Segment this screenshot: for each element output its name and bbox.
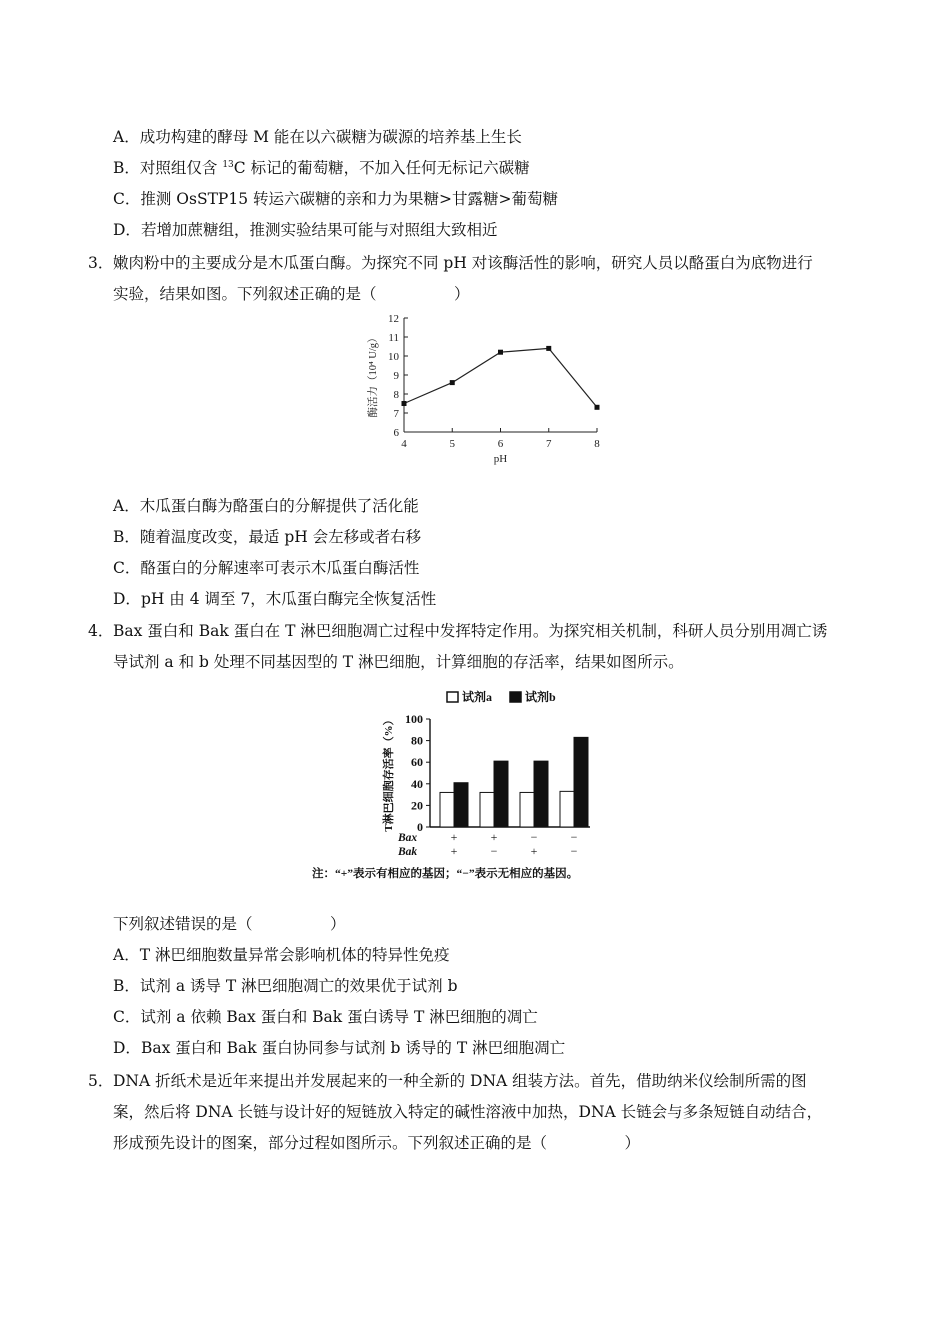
q4-stem-line1: Bax 蛋白和 Bak 蛋白在 T 淋巴细胞凋亡过程中发挥特定作用。为探究相关机制，科研人员分别用凋亡诱 bbox=[113, 622, 828, 640]
y-tick-label: 40 bbox=[411, 776, 423, 791]
y-tick-label: 11 bbox=[388, 332, 399, 344]
q4-option-b: B．试剂 a 诱导 T 淋巴细胞凋亡的效果优于试剂 b bbox=[113, 977, 458, 995]
q4-option-c: C．试剂 a 依赖 Bax 蛋白和 Bak 蛋白诱导 T 淋巴细胞的凋亡 bbox=[113, 1008, 538, 1026]
legend-swatch bbox=[447, 692, 458, 702]
row-mark: − bbox=[490, 844, 498, 858]
x-tick-label: 6 bbox=[497, 438, 504, 450]
data-point bbox=[450, 380, 455, 385]
activity-line bbox=[404, 348, 597, 407]
y-tick-label: 80 bbox=[411, 733, 423, 748]
x-tick-label: 4 bbox=[401, 438, 407, 450]
data-point bbox=[402, 401, 407, 406]
q5-stem-line2: 案，然后将 DNA 长链与设计好的短链放入特定的碱性溶液中加热，DNA 长链会与多条短链自动结合， bbox=[113, 1103, 823, 1121]
y-tick-label: 100 bbox=[405, 712, 423, 726]
q4-option-a: A．T 淋巴细胞数量异常会影响机体的特异性免疫 bbox=[113, 946, 450, 964]
data-point bbox=[498, 350, 503, 355]
row-mark: + bbox=[450, 830, 458, 844]
y-tick-label: 12 bbox=[388, 313, 399, 325]
bar bbox=[574, 737, 588, 827]
q5-stem-line1: DNA 折纸术是近年来提出并发展起来的一种全新的 DNA 组装方法。首先，借助纳米仪绘制所需的图 bbox=[113, 1072, 807, 1090]
q2-option-c: C．推测 OsSTP15 转运六碳糖的亲和力为果糖>甘露糖>葡萄糖 bbox=[113, 190, 558, 208]
q5-stem-line3: 形成预先设计的图案，部分过程如图所示。下列叙述正确的是（ ） bbox=[113, 1134, 641, 1152]
row-label: Bak bbox=[398, 846, 418, 858]
survival-bar-chart bbox=[305, 684, 685, 884]
row-mark: − bbox=[570, 830, 578, 844]
legend-label: 试剂a bbox=[462, 690, 493, 704]
ph-activity-chart bbox=[360, 308, 620, 468]
q3-option-b: B．随着温度改变，最适 pH 会左移或者右移 bbox=[113, 528, 422, 546]
y-tick-label: 20 bbox=[411, 798, 423, 813]
q5-number: 5． bbox=[88, 1072, 114, 1090]
q2-option-a: A．成功构建的酵母 M 能在以六碳糖为碳源的培养基上生长 bbox=[113, 128, 522, 146]
bar bbox=[534, 761, 548, 827]
bar bbox=[520, 792, 534, 827]
x-tick-label: 5 bbox=[449, 438, 455, 450]
row-mark: + bbox=[490, 830, 498, 844]
row-mark: − bbox=[530, 830, 538, 844]
q4-option-d: D．Bax 蛋白和 Bak 蛋白协同参与试剂 b 诱导的 T 淋巴细胞凋亡 bbox=[113, 1039, 566, 1057]
y-tick-label: 9 bbox=[393, 370, 399, 382]
row-mark: + bbox=[450, 844, 458, 858]
bar bbox=[560, 791, 574, 827]
q2-option-b: B．对照组仅含 $^{13}$C 标记的葡萄糖，不加入任何无标记六碳糖 bbox=[113, 159, 530, 177]
legend-label: 试剂b bbox=[525, 690, 556, 704]
q3-option-a: A．木瓜蛋白酶为酪蛋白的分解提供了活化能 bbox=[113, 497, 419, 515]
q3-option-d: D．pH 由 4 调至 7，木瓜蛋白酶完全恢复活性 bbox=[113, 590, 437, 608]
q4-stem: 下列叙述错误的是（ ） bbox=[113, 915, 346, 933]
q3-option-c: C．酪蛋白的分解速率可表示木瓜蛋白酶活性 bbox=[113, 559, 420, 577]
x-tick-label: 7 bbox=[546, 438, 552, 450]
y-axis-label: T淋巴细胞存活率（%） bbox=[383, 714, 395, 832]
y-tick-label: 60 bbox=[411, 755, 423, 770]
x-axis-label: pH bbox=[493, 453, 508, 465]
q3-number: 3． bbox=[88, 254, 114, 272]
q4-number: 4． bbox=[88, 622, 114, 640]
bar bbox=[480, 792, 494, 827]
y-tick-label: 7 bbox=[393, 408, 399, 420]
q3-stem-line2: 实验，结果如图。下列叙述正确的是（ ） bbox=[113, 285, 470, 303]
data-point bbox=[546, 346, 551, 351]
y-axis-label: 酶活力（10⁴ U/g） bbox=[368, 332, 379, 418]
y-tick-label: 0 bbox=[417, 820, 423, 834]
q2-option-d: D．若增加蔗糖组，推测实验结果可能与对照组大致相近 bbox=[113, 221, 498, 239]
y-tick-label: 10 bbox=[388, 351, 399, 363]
data-point bbox=[595, 405, 600, 410]
row-mark: − bbox=[570, 844, 578, 858]
row-mark: + bbox=[530, 844, 538, 858]
bar bbox=[440, 792, 454, 827]
q3-stem-line1: 嫩肉粉中的主要成分是木瓜蛋白酶。为探究不同 pH 对该酶活性的影响，研究人员以酪蛋白为底物进行 bbox=[113, 254, 813, 272]
chart-note: 注：“+”表示有相应的基因；“−”表示无相应的基因。 bbox=[312, 868, 579, 880]
row-label: Bax bbox=[398, 832, 418, 844]
bar bbox=[454, 783, 468, 827]
x-tick-label: 8 bbox=[594, 438, 600, 450]
y-tick-label: 6 bbox=[393, 427, 399, 439]
legend-swatch bbox=[510, 692, 521, 702]
bar bbox=[494, 761, 508, 827]
y-tick-label: 8 bbox=[393, 389, 399, 401]
q4-stem-line2: 导试剂 a 和 b 处理不同基因型的 T 淋巴细胞，计算细胞的存活率，结果如图所示。 bbox=[113, 653, 684, 671]
